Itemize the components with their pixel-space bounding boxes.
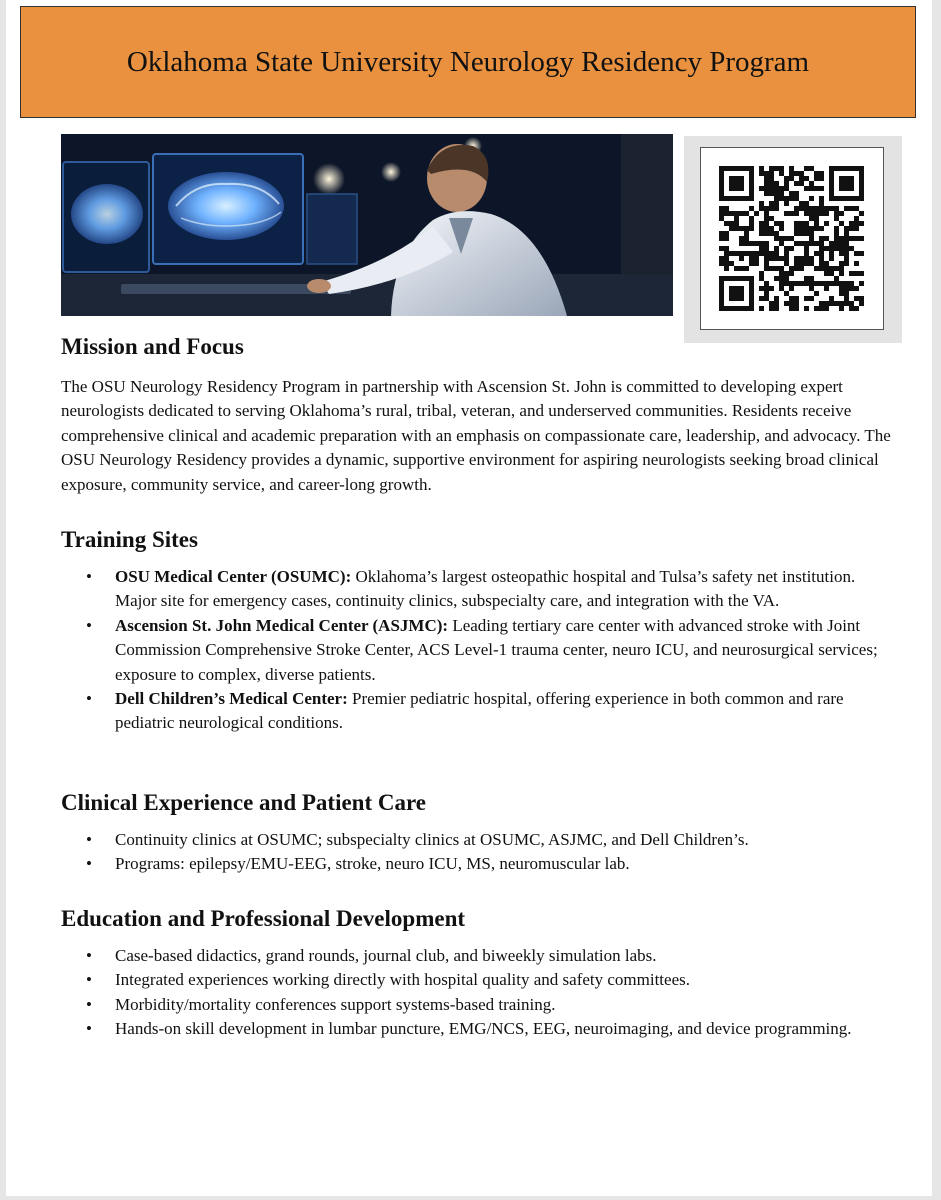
list-item: • Programs: epilepsy/EMU-EEG, stroke, neuro ICU, MS, neuromuscular lab. [61,852,891,876]
list-item: • Continuity clinics at OSUMC; subspecialty clinics at OSUMC, ASJMC, and Dell Children’s. [61,828,891,852]
training-list [61,565,891,736]
list-item: • Integrated experiences working directly with hospital quality and safety committees. [61,968,891,992]
education-heading: Education and Professional Development [61,906,466,931]
training-heading: Training Sites [61,527,198,552]
qr-code-icon [701,148,883,329]
list-item: • OSU Medical Center (OSUMC): Oklahoma’s largest osteopathic hospital and Tulsa’s safety net institution. Major site for emergency cases, continuity clinics, subspecialty care, and integration with the VA. [61,565,891,614]
flyer-page [6,0,932,1196]
list-item: • Dell Children’s Medical Center: Premier pediatric hospital, offering experience in both common and rare pediatric neurological conditions. [61,687,891,736]
education-list [61,944,891,1042]
list-item: • Morbidity/mortality conferences support systems-based training. [61,993,891,1017]
list-item: • Ascension St. John Medical Center (ASJMC): Leading tertiary care center with advanced stroke with Joint Commission Comprehensive Stroke Center, ACS Level-1 trauma center, neuro ICU, and neurosurgical services; exposure to complex, diverse patients. [61,614,891,687]
hero-illustration [61,134,673,316]
clinical-list [61,828,891,877]
page-title: Oklahoma State University Neurology Residency Program [126,45,810,78]
title-banner [20,6,916,118]
qr-code[interactable] [700,147,884,330]
list-item: • Hands-on skill development in lumbar puncture, EMG/NCS, EEG, neuroimaging, and device programming. [61,1017,891,1041]
qr-code-frame [684,136,902,343]
mission-paragraph: The OSU Neurology Residency Program in partnership with Ascension St. John is committed to developing expert neurologists dedicated to serving Oklahoma’s rural, tribal, veteran, and underserved communities. Residents receive comprehensive clinical and academic preparation with an emphasis on compassionate care, leadership, and advocacy. The OSU Neurology Residency provides a dynamic, supportive environment for aspiring neurologists seeking broad clinical exposure, community service, and career-long growth. [61,377,891,494]
hero-photo [61,134,673,316]
clinical-heading: Clinical Experience and Patient Care [61,790,426,815]
list-item: • Case-based didactics, grand rounds, journal club, and biweekly simulation labs. [61,944,891,968]
mission-heading: Mission and Focus [61,334,244,359]
